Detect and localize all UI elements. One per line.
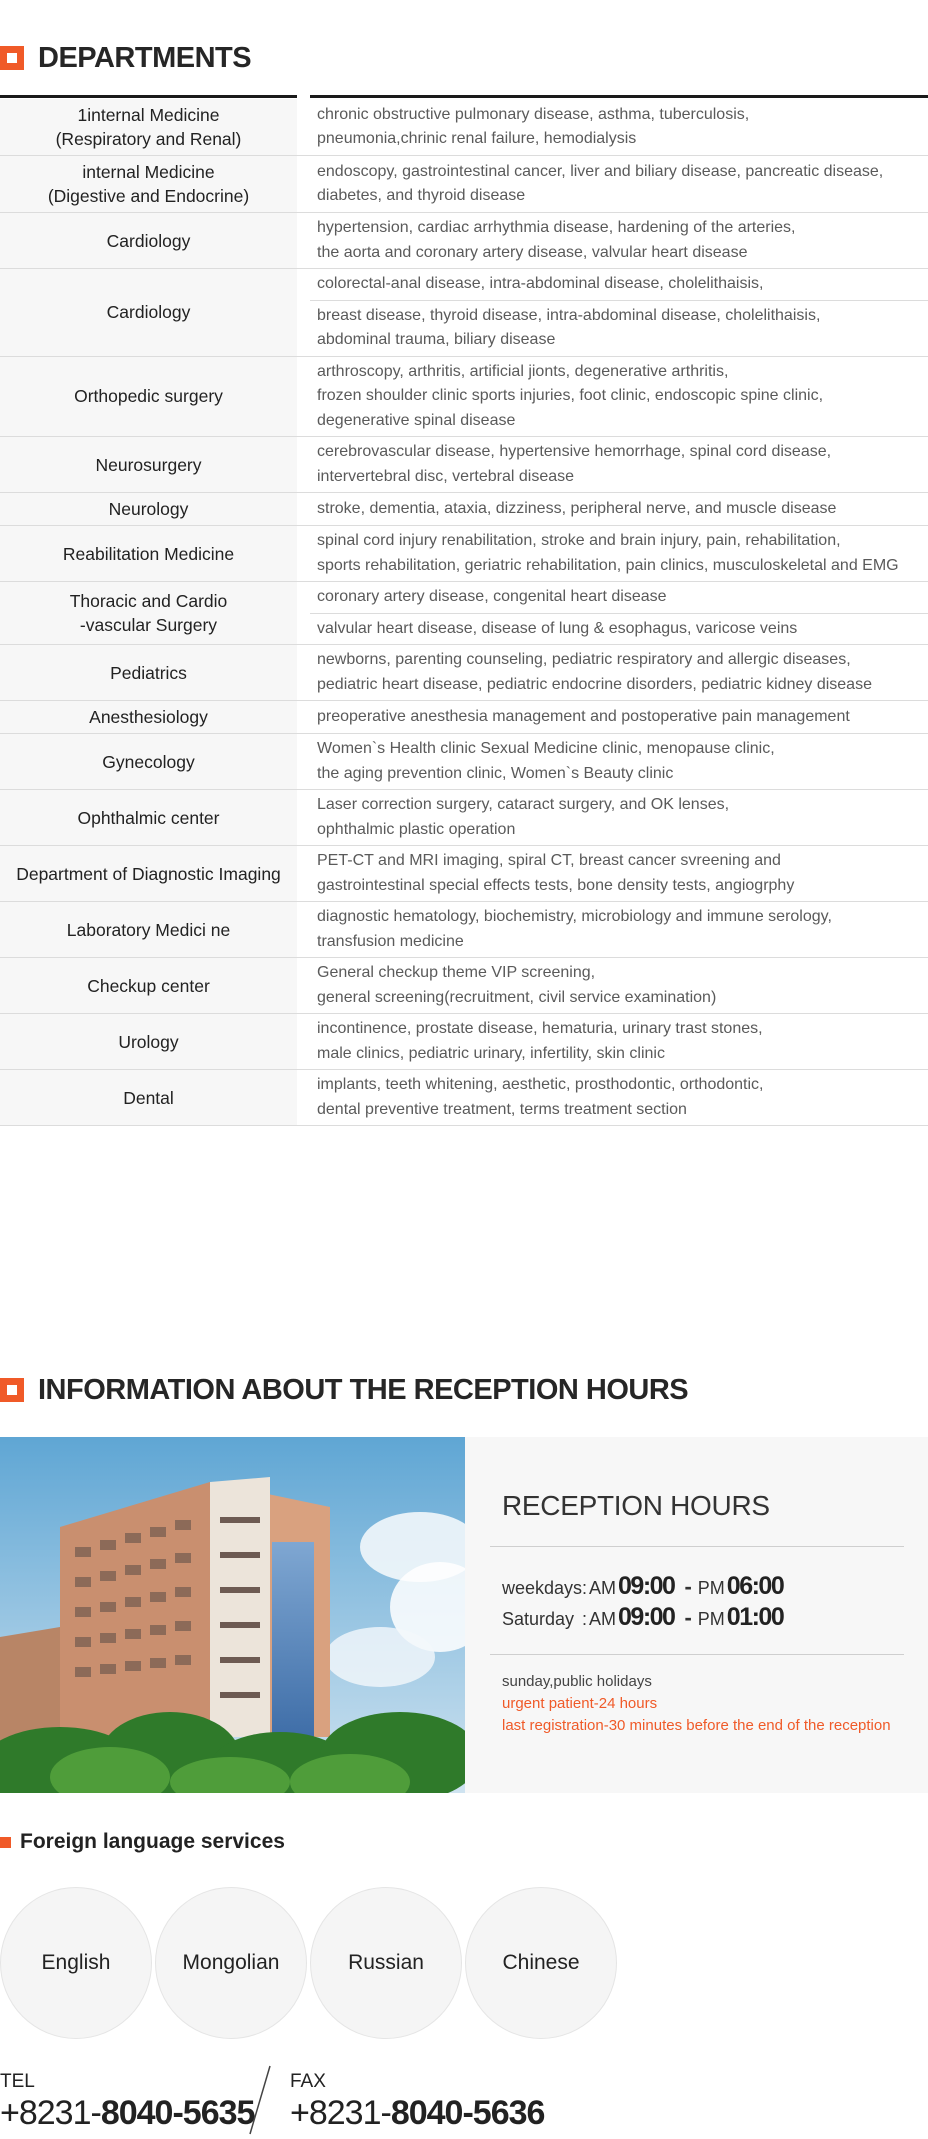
department-description — [310, 1014, 928, 1069]
reception-hours-title: RECEPTION HOURS — [502, 1490, 770, 1521]
department-name: Gynecology — [0, 734, 297, 789]
department-description — [310, 582, 928, 644]
department-name: Cardiology — [0, 213, 297, 268]
language-chinese: Chinese — [465, 1887, 617, 2039]
department-row — [0, 213, 928, 269]
am-label: AM — [589, 1578, 617, 1598]
department-description-line: newborns, parenting counseling, pediatric respiratory and allergic diseases, pediatric heart disease, pediatric endocrine disorders, pediatric kidney disease — [317, 651, 872, 693]
saturday-hours: Saturday : AM 09:00 - PM 01:00 — [502, 1603, 784, 1631]
department-row — [0, 846, 928, 902]
department-description — [310, 156, 928, 212]
department-row — [0, 958, 928, 1014]
department-row — [0, 734, 928, 790]
department-name: Reabilitation Medicine — [0, 526, 297, 581]
reception-hours-box — [490, 1437, 904, 1793]
department-name: Ophthalmic center — [0, 790, 297, 845]
department-description-line: spinal cord injury renabilitation, stroke and brain injury, pain, rehabilitation, sports rehabilitation, geriatric rehabilitation, pain clinics, musculoskeletal and EMG — [317, 532, 899, 574]
departments-table — [0, 95, 928, 1126]
saturday-open-time: 09:00 — [618, 1603, 675, 1631]
square-bullet-icon — [0, 1837, 11, 1848]
department-name: Dental — [0, 1070, 297, 1125]
weekdays-hours: weekdays : AM 09:00 - PM 06:00 — [502, 1572, 784, 1600]
department-row — [0, 790, 928, 846]
square-bullet-icon — [0, 46, 24, 70]
holiday-note: sunday,public holidays — [502, 1673, 652, 1690]
am-label: AM — [589, 1609, 617, 1629]
department-row — [0, 1070, 928, 1126]
department-row — [0, 357, 928, 438]
department-row — [0, 582, 928, 645]
department-description-line: valvular heart disease, disease of lung & esophagus, varicose veins — [310, 613, 928, 645]
hospital-building-photo — [0, 1437, 465, 1793]
department-row — [0, 902, 928, 958]
fax-prefix: +8231- — [290, 2094, 391, 2132]
department-description — [310, 1070, 928, 1125]
department-description-line: endoscopy, gastrointestinal cancer, liver and biliary disease, pancreatic disease, diabetes, and thyroid disease — [317, 162, 884, 204]
department-description — [310, 437, 928, 492]
department-description — [310, 269, 928, 356]
language-russian: Russian — [310, 1887, 462, 2039]
tel-number — [0, 2093, 254, 2133]
department-description-line: diagnostic hematology, biochemistry, microbiology and immune serology, transfusion medicine — [317, 908, 832, 950]
divider-slash-icon — [248, 2064, 272, 2136]
saturday-close-time: 01:00 — [726, 1603, 784, 1631]
weekdays-open-time: 09:00 — [618, 1572, 675, 1600]
department-description — [310, 846, 928, 901]
department-row — [0, 99, 928, 156]
fax-main: 8040-5636 — [390, 2094, 545, 2132]
department-name: Department of Diagnostic Imaging — [0, 846, 297, 901]
square-bullet-icon — [0, 1378, 24, 1402]
department-name: internal Medicine (Digestive and Endocrine) — [0, 156, 297, 212]
department-name: Checkup center — [0, 958, 297, 1013]
table-top-rule — [0, 95, 928, 99]
department-description-line: chronic obstructive pulmonary disease, asthma, tuberculosis, pneumonia,chrinic renal failure, hemodialysis — [317, 105, 750, 147]
department-description — [310, 734, 928, 789]
department-description-line: arthroscopy, arthritis, artificial jionts, degenerative arthritis, frozen shoulder clinic sports injuries, foot clinic, endoscopic spine clinic, degenerative spinal disease — [317, 362, 824, 429]
weekdays-label: weekdays — [502, 1578, 583, 1598]
department-row — [0, 526, 928, 582]
department-description — [310, 526, 928, 581]
tel-label: TEL — [0, 2071, 35, 2092]
saturday-label: Saturday — [502, 1609, 575, 1629]
reception-notes — [502, 1671, 891, 1737]
department-name: Pediatrics — [0, 645, 297, 700]
department-description — [310, 902, 928, 957]
department-name: 1internal Medicine (Respiratory and Renal) — [0, 99, 297, 155]
pm-label: PM — [697, 1578, 725, 1598]
fax-number — [290, 2093, 544, 2133]
weekdays-close-time: 06:00 — [726, 1572, 784, 1600]
language-english: English — [0, 1887, 152, 2039]
department-description-line: incontinence, prostate disease, hematuria, urinary trast stones, male clinics, pediatric urinary, infertility, skin clinic — [317, 1020, 763, 1062]
department-name: Neurology — [0, 493, 297, 525]
departments-title: DEPARTMENTS — [38, 41, 252, 74]
department-description-line: colorectal-anal disease, intra-abdominal disease, cholelithaisis, — [317, 275, 764, 292]
departments-header — [0, 38, 251, 78]
department-description-line: General checkup theme VIP screening, general screening(recruitment, civil service examination) — [317, 964, 717, 1006]
department-description-line: preoperative anesthesia management and postoperative pain management — [317, 707, 850, 725]
fax-label: FAX — [290, 2071, 326, 2092]
last-registration-note: last registration-30 minutes before the end of the reception — [502, 1717, 891, 1734]
department-description-line: Laser correction surgery, cataract surgery, and OK lenses, ophthalmic plastic operation — [317, 796, 730, 838]
tel-prefix: +8231- — [0, 2094, 101, 2132]
department-description — [310, 213, 928, 268]
department-row — [0, 645, 928, 701]
tel-main: 8040-5635 — [100, 2094, 255, 2132]
department-row — [0, 493, 928, 526]
department-name: Anesthesiology — [0, 701, 297, 733]
department-row — [0, 269, 928, 357]
department-description-line: hypertension, cardiac arrhythmia disease, hardening of the arteries, the aorta and coronary artery disease, valvular heart disease — [317, 219, 796, 261]
department-name: Cardiology — [0, 269, 297, 356]
urgent-note: urgent patient-24 hours — [502, 1695, 658, 1712]
department-row — [0, 1014, 928, 1070]
department-name: Thoracic and Cardio -vascular Surgery — [0, 582, 297, 644]
language-mongolian: Mongolian — [155, 1887, 307, 2039]
department-description — [310, 645, 928, 700]
department-row — [0, 156, 928, 213]
reception-header — [0, 1370, 688, 1410]
reception-section-title: INFORMATION ABOUT THE RECEPTION HOURS — [38, 1373, 689, 1406]
language-list — [0, 1887, 620, 2039]
hours-list — [502, 1572, 787, 1634]
department-row — [0, 701, 928, 734]
department-name: Orthopedic surgery — [0, 357, 297, 437]
pm-label: PM — [697, 1609, 725, 1629]
foreign-language-title: Foreign language services — [20, 1830, 285, 1853]
department-name: Neurosurgery — [0, 437, 297, 492]
department-name: Urology — [0, 1014, 297, 1069]
department-description — [310, 790, 928, 845]
department-description-line: implants, teeth whitening, aesthetic, prosthodontic, orthodontic, dental preventive treatment, terms treatment section — [317, 1076, 764, 1118]
department-description — [310, 701, 928, 733]
fax-contact — [290, 2072, 544, 2133]
department-description — [310, 493, 928, 525]
foreign-language-header — [0, 1830, 285, 1854]
department-description — [310, 357, 928, 437]
department-description-line: stroke, dementia, ataxia, dizziness, peripheral nerve, and muscle disease — [317, 499, 837, 517]
department-name: Laboratory Medici ne — [0, 902, 297, 957]
department-description-line: PET-CT and MRI imaging, spiral CT, breast cancer svreening and gastrointestinal special effects tests, bone density tests, angiogrphy — [317, 852, 795, 894]
department-description-line: Women`s Health clinic Sexual Medicine clinic, menopause clinic, the aging prevention clinic, Women`s Beauty clinic — [317, 740, 775, 782]
department-description — [310, 958, 928, 1013]
department-description-line: breast disease, thyroid disease, intra-abdominal disease, cholelithaisis, abdominal trauma, biliary disease — [310, 300, 928, 356]
department-description — [310, 99, 928, 155]
department-description-line: cerebrovascular disease, hypertensive hemorrhage, spinal cord disease, intervertebral disc, vertebral disease — [317, 443, 832, 485]
department-row — [0, 437, 928, 493]
telephone-contact — [0, 2072, 254, 2133]
reception-panel — [0, 1437, 928, 1793]
department-description-line: coronary artery disease, congenital heart disease — [317, 588, 667, 605]
